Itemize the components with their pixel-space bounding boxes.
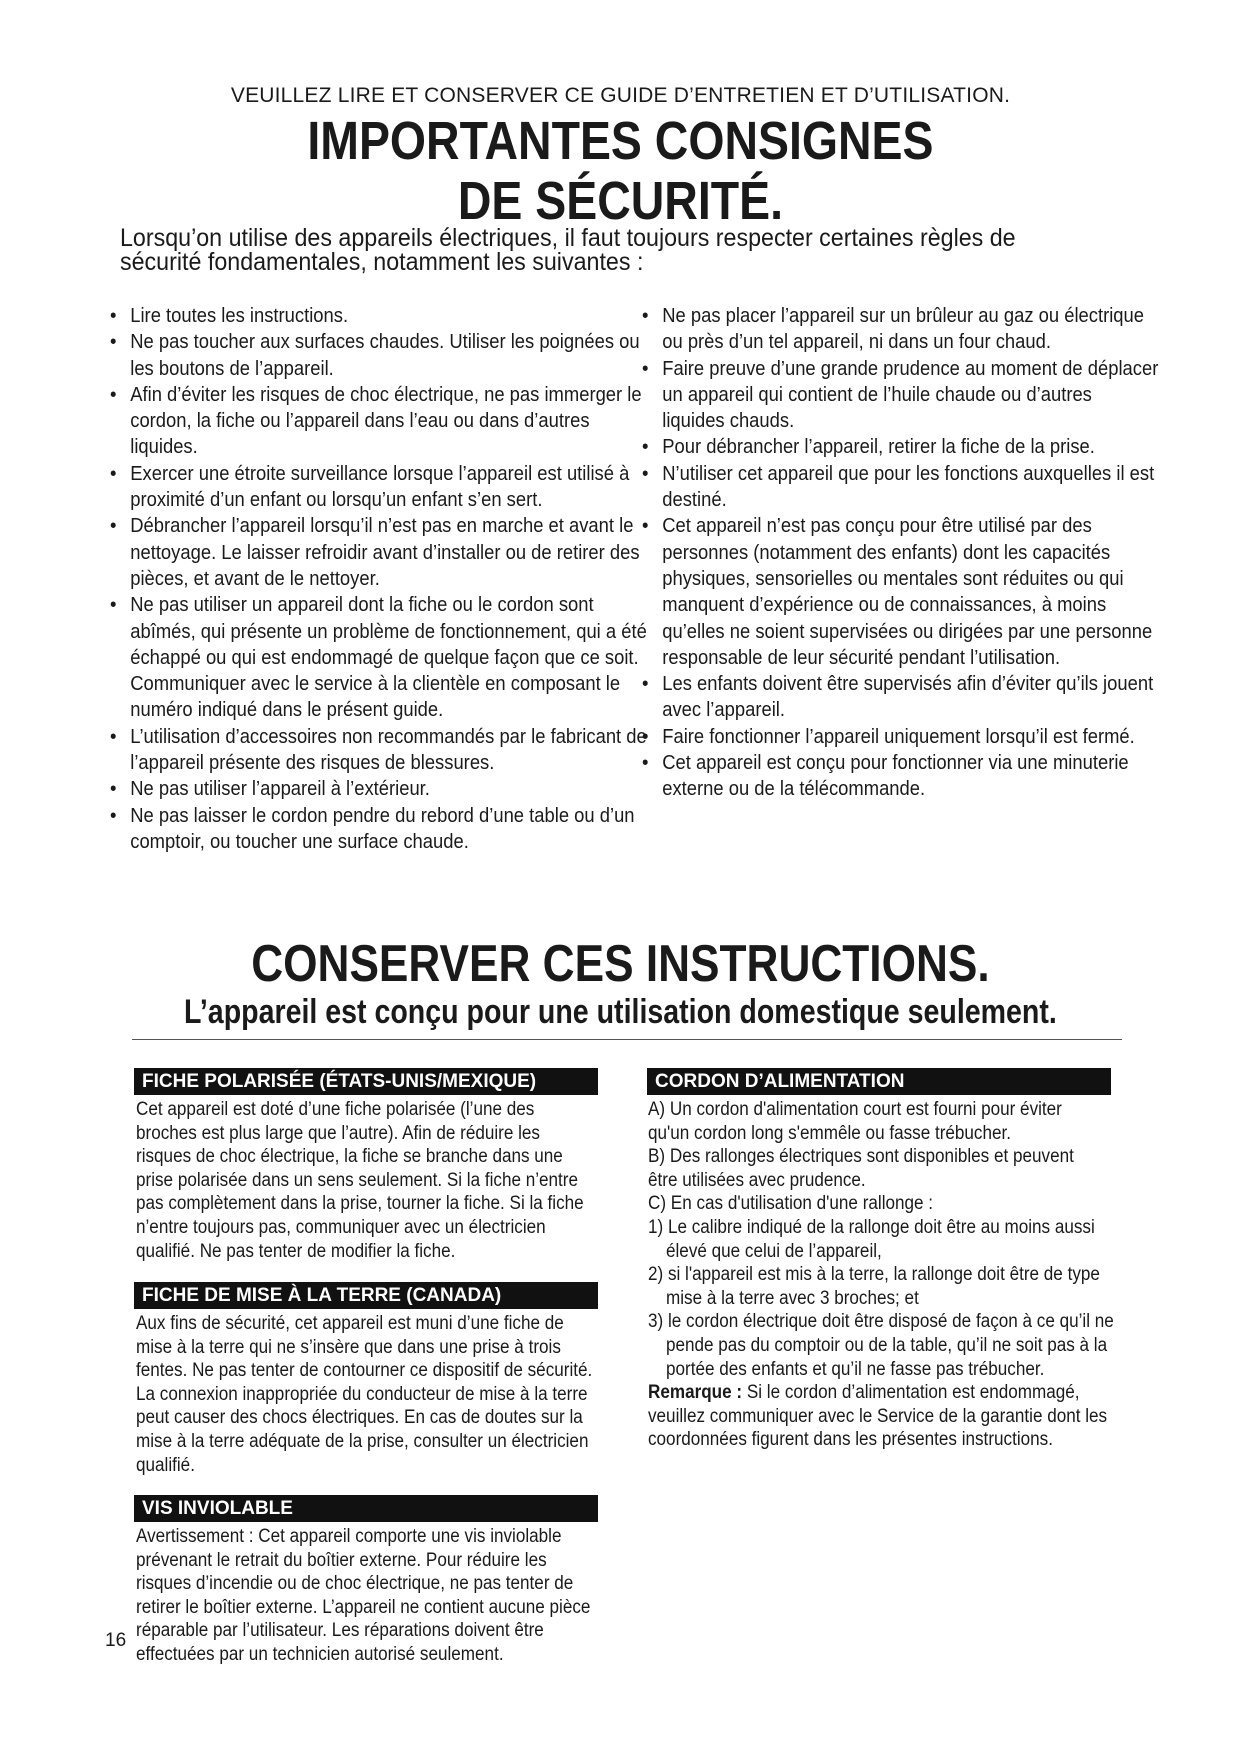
safety-list-left [110,303,647,855]
list-item: • Ne pas utiliser un appareil dont la fiche ou le cordon sont abîmés, qui présente un problème de fonctionnement, qui a été échappé ou qui est endommagé de quelque façon que ce soit. Communiquer avec le service à la clientèle en composant le numéro indiqué dans le présent guide. [110,592,647,723]
polarized-plug-section [136,1098,596,1263]
list-item: • Exercer une étroite surveillance lorsque l’appareil est utilisé à proximité d’un enfant ou lorsqu’un enfant s’en sert. [110,461,647,514]
page-number: 16 [105,1630,127,1651]
power-cord-c: C) En cas d'utilisation d'une rallonge : [648,1193,934,1215]
tamper-screw-section [136,1525,596,1667]
power-cord-section [648,1098,1114,1452]
list-item: • Ne pas placer l’appareil sur un brûleur au gaz ou électrique ou près d’un tel appareil, ni dans un four chaud. [642,303,1159,356]
tamper-screw-header: VIS INVIOLABLE [134,1495,598,1522]
list-item: • Ne pas toucher aux surfaces chaudes. Utiliser les poignées ou les boutons de l’appareil. [110,329,647,382]
power-cord-b: B) Des rallonges électriques sont disponibles et peuvent être utilisées avec prudence. [648,1146,1074,1191]
power-cord-c1: 1) Le calibre indiqué de la rallonge doit être au moins aussi élevé que celui de l’appareil, [648,1216,1095,1262]
page-title-line-2: DE SÉCURITÉ. [457,171,783,231]
power-cord-c3: 3) le cordon électrique doit être disposé de façon à ce qu’il ne pende pas du comptoir ou de la table, qu’il ne soit pas à la portée des enfants et qu’il ne fasse pas trébucher. [648,1311,1114,1380]
power-cord-header: CORDON D’ALIMENTATION [647,1068,1111,1095]
grounded-plug-text: Aux fins de sécurité, cet appareil est muni d’une fiche de mise à la terre qui ne s’insère que dans une prise à trois fentes. Ne pas tenter de contourner ce dispositif de sécurité. La connexion inappropriée du conducteur de mise à la terre peut causer des chocs électriques. En cas de doutes sur la mise à la terre adéquate de la prise, consulter un électricien qualifié. [136,1313,593,1476]
note-label: Remarque : [648,1382,743,1404]
divider [132,1039,1122,1040]
list-item: • Débrancher l’appareil lorsqu’il n’est pas en marche et avant le nettoyage. Le laisser refroidir avant d’installer ou de retirer des pièces, et avant de le nettoyer. [110,513,647,592]
list-item: • N’utiliser cet appareil que pour les fonctions auxquelles il est destiné. [642,461,1159,514]
polarized-plug-text: Cet appareil est doté d’une fiche polarisée (l’une des broches est plus large que l’autre). Afin de réduire les risques de choc électrique, la fiche se branche dans une prise polarisée dans un sens seulement. Si la fiche n’entre pas complètement dans la prise, tourner la fiche. Si la fiche n’entre toujours pas, communiquer avec un électricien qualifié. Ne pas tenter de modifier la fiche. [136,1099,584,1262]
save-instructions-title: CONSERVER CES INSTRUCTIONS. [251,935,990,993]
list-item: • Cet appareil n’est pas conçu pour être utilisé par des personnes (notamment des enfants) dont les capacités physiques, sensorielles ou mentales sont réduites ou qui manquent d’expérience ou de connaissances, à moins qu’elles ne soient supervisées ou dirigées par une personne responsable de leur sécurité pendant l’utilisation. [642,513,1159,671]
list-item: • Lire toutes les instructions. [110,303,647,329]
list-item: • Les enfants doivent être supervisés afin d’éviter qu’ils jouent avec l’appareil. [642,671,1159,724]
list-item: • Faire preuve d’une grande prudence au moment de déplacer un appareil qui contient de l’huile chaude ou d’autres liquides chauds. [642,356,1159,435]
polarized-plug-header: FICHE POLARISÉE (ÉTATS-UNIS/MEXIQUE) [134,1068,598,1095]
safety-list-right [642,303,1159,803]
tamper-screw-text: Avertissement : Cet appareil comporte une vis inviolable prévenant le retrait du boîtier externe. Pour réduire les risques d’incendie ou de choc électrique, ne pas tenter de retirer le boîtier externe. L’appareil ne contient aucune pièce réparable par l’utilisateur. Les réparations doivent être effectuées par un technicien autorisé seulement. [136,1526,591,1665]
domestic-use-subtitle: L’appareil est conçu pour une utilisation domestique seulement. [184,993,1057,1031]
grounded-plug-header: FICHE DE MISE À LA TERRE (CANADA) [134,1282,598,1309]
list-item: • Ne pas utiliser l’appareil à l’extérieur. [110,776,647,802]
top-note: VEUILLEZ LIRE ET CONSERVER CE GUIDE D’ENTRETIEN ET D’UTILISATION. [230,84,1011,107]
list-item: • Afin d’éviter les risques de choc électrique, ne pas immerger le cordon, la fiche ou l’appareil dans l’eau ou dans d’autres liquides. [110,382,647,461]
list-item: • Cet appareil est conçu pour fonctionner via une minuterie externe ou de la télécommande. [642,750,1159,803]
note-text: Si le cordon d’alimentation est endommagé, veuillez communiquer avec le Service de la garantie dont les coordonnées figurent dans les présentes instructions. [648,1382,1108,1451]
power-cord-c2: 2) si l'appareil est mis à la terre, la rallonge doit être de type mise à la terre avec 3 broches; et [648,1264,1100,1309]
list-item: • Ne pas laisser le cordon pendre du rebord d’une table ou d’un comptoir, ou toucher une surface chaude. [110,803,647,856]
intro-text: Lorsqu’on utilise des appareils électriques, il faut toujours respecter certaines règles de sécurité fondamentales, notamment les suivantes : [120,224,1016,276]
power-cord-note [648,1381,1108,1452]
list-item: • Faire fonctionner l’appareil uniquement lorsqu’il est fermé. [642,724,1159,750]
power-cord-a: A) Un cordon d'alimentation court est fourni pour éviter qu'un cordon long s'emmêle ou fasse trébucher. [648,1099,1062,1144]
grounded-plug-section [136,1312,596,1477]
list-item: • L’utilisation d’accessoires non recommandés par le fabricant de l’appareil présente des risques de blessures. [110,724,647,777]
list-item: • Pour débrancher l’appareil, retirer la fiche de la prise. [642,434,1159,460]
page-title-line-1: IMPORTANTES CONSIGNES [307,111,934,171]
